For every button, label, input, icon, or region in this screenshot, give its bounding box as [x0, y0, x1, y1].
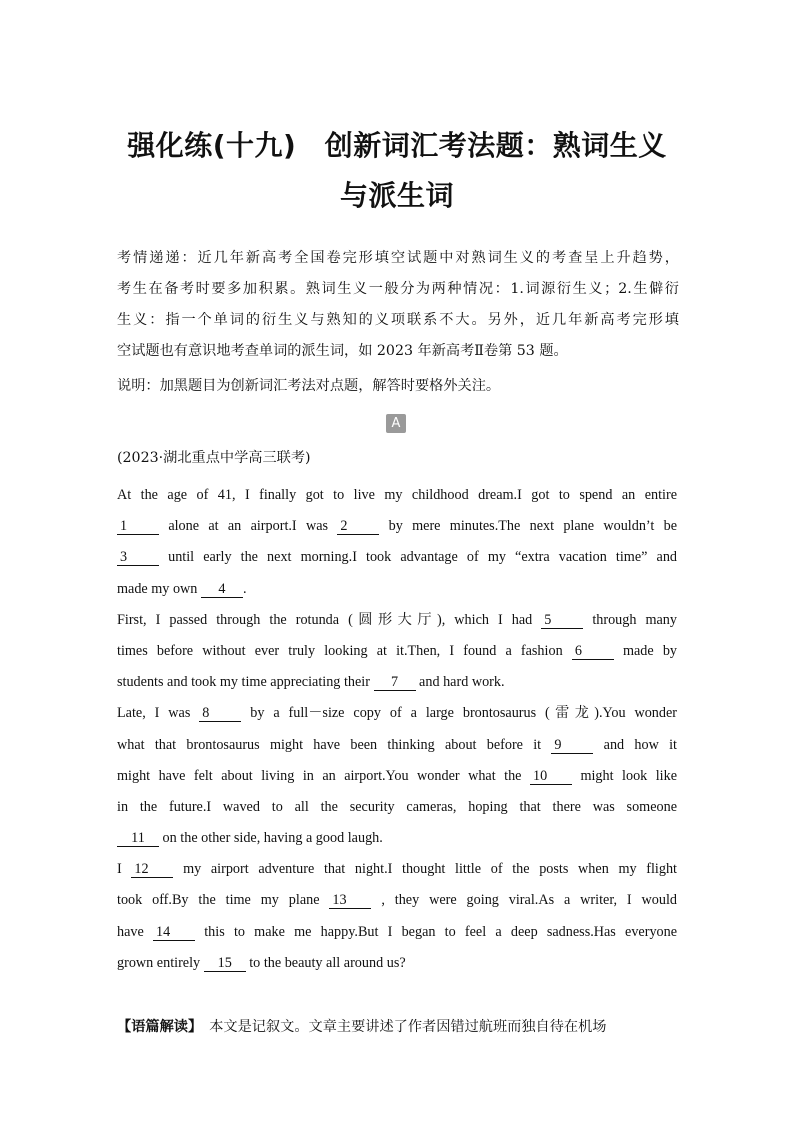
- passage-text: by mere minutes.The next plane wouldn’t be: [388, 518, 677, 535]
- blank-15[interactable]: 15: [204, 955, 246, 972]
- blank-5[interactable]: 5: [541, 612, 583, 629]
- intro-line: 考情递递：近几年新高考全国卷完形填空试题中对熟词生义的考查呈上升趋势，: [117, 250, 679, 266]
- passage-text: this to make me happy.But I began to feel a deep sadness.Has everyone: [204, 923, 677, 940]
- intro-line: 考生在备考时要多加积累。熟词生义一般分为两种情况：1.词源衍生义；2.生僻衍: [117, 281, 679, 297]
- passage-text: times before without ever truly looking at it.Then, I found a fashion: [117, 642, 563, 659]
- passage-line: [117, 698, 677, 729]
- instruction-note: 说明：加黑题目为创新词汇考法对点题，解答时要格外关注。: [117, 378, 501, 394]
- blank-13[interactable]: 13: [329, 892, 371, 909]
- passage-text: might look like: [580, 767, 677, 784]
- passage-text: by a full－size copy of a large brontosaurus (雷龙).You wonder: [250, 705, 677, 722]
- passage-text: .: [242, 580, 247, 597]
- passage-line: [117, 511, 677, 542]
- analysis-text: 本文是记叙文。文章主要讲述了作者因错过航班而独自待在机场: [195, 1019, 607, 1035]
- passage-line: [117, 854, 677, 885]
- blank-10[interactable]: 10: [530, 768, 572, 785]
- cloze-passage: [117, 480, 677, 979]
- passage-text: might have felt about living in an airport.You wonder what the: [117, 767, 522, 784]
- passage-text: took off.By the time my plane: [117, 892, 320, 909]
- passage-source: (2023·湖北重点中学高三联考): [117, 450, 311, 466]
- passage-line: [117, 948, 677, 979]
- blank-4[interactable]: 4: [201, 581, 243, 598]
- passage-text: until early the next morning.I took advantage of my “extra vacation time” and: [168, 549, 677, 566]
- passage-line: [117, 823, 677, 854]
- passage-line: [117, 885, 677, 916]
- blank-1[interactable]: 1: [117, 518, 159, 535]
- passage-text: made my own: [117, 580, 198, 597]
- passage-line: [117, 667, 677, 698]
- passage-text: grown entirely: [117, 954, 201, 971]
- blank-2[interactable]: 2: [337, 518, 379, 535]
- blank-7[interactable]: 7: [374, 674, 416, 691]
- blank-6[interactable]: 6: [572, 643, 614, 660]
- passage-text: have: [117, 923, 144, 940]
- passage-line: [117, 917, 677, 948]
- passage-text: Late, I was: [117, 705, 191, 722]
- blank-9[interactable]: 9: [551, 737, 593, 754]
- analysis-label: 【语篇解读】: [117, 1019, 196, 1035]
- passage-text: on the other side, having a good laugh.: [162, 830, 383, 847]
- passage-line: [117, 792, 677, 823]
- blank-3[interactable]: 3: [117, 549, 159, 566]
- passage-line: [117, 730, 677, 761]
- intro-line: 空试题也有意识地考查单词的派生词，如 2023 年新高考Ⅱ卷第 53 题。: [117, 343, 568, 359]
- exam-intro: [117, 243, 679, 367]
- passage-line: [117, 480, 677, 511]
- passage-text: , they were going viral.As a writer, I would: [381, 892, 677, 909]
- passage-text: students and took my time appreciating their: [117, 674, 370, 691]
- passage-text: through many: [592, 611, 677, 628]
- passage-text: alone at an airport.I was: [168, 518, 329, 535]
- intro-line: 生义：指一个单词的衍生义与熟知的义项联系不大。另外，近几年新高考完形填: [117, 312, 679, 328]
- passage-text: and hard work.: [419, 674, 505, 691]
- blank-11[interactable]: 11: [117, 830, 159, 847]
- passage-line: [117, 761, 677, 792]
- passage-analysis: [117, 1012, 679, 1042]
- section-badge: A: [386, 414, 406, 433]
- passage-line: [117, 605, 677, 636]
- passage-text: in the future.I waved to all the security cameras, hoping that there was someone: [117, 798, 677, 815]
- page-title: 强化练(十九) 创新词汇考法题：熟词生义: [127, 129, 667, 162]
- blank-14[interactable]: 14: [153, 924, 195, 941]
- passage-text: At the age of 41, I finally got to live my childhood dream.I got to spend an entire: [117, 487, 677, 503]
- passage-text: and how it: [603, 736, 677, 753]
- passage-line: [117, 636, 677, 667]
- passage-line: [117, 542, 677, 573]
- page-title-continued: 与派生词: [339, 179, 454, 212]
- passage-text: First, I passed through the rotunda (圆形大厅), which I had: [117, 611, 533, 628]
- passage-text: made by: [622, 642, 677, 659]
- passage-text: I: [117, 861, 122, 878]
- blank-12[interactable]: 12: [131, 861, 173, 878]
- passage-text: to the beauty all around us?: [249, 954, 406, 971]
- blank-8[interactable]: 8: [199, 705, 241, 722]
- passage-text: what that brontosaurus might have been thinking about before it: [117, 736, 542, 753]
- passage-text: my airport adventure that night.I thought little of the posts when my flight: [183, 861, 677, 878]
- passage-line: [117, 574, 677, 605]
